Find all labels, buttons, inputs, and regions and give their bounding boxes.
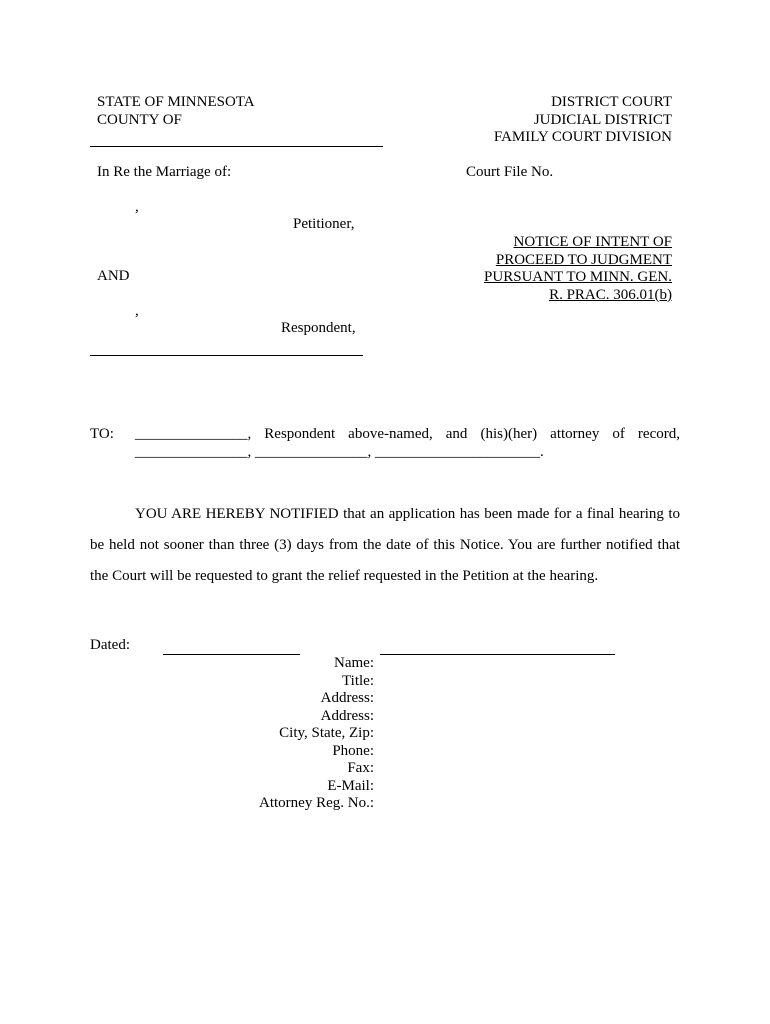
signature-line [380, 654, 615, 655]
signature-fields [200, 655, 374, 813]
to-line-1: _______________, Respondent above-named, and (his)(her) attorney of record, [135, 426, 680, 442]
city-state-zip-field-label: City, State, Zip: [279, 725, 374, 741]
dated-label: Dated: [90, 637, 130, 653]
notice-title-line-1: NOTICE OF INTENT OF [513, 234, 672, 250]
notice-paragraph-text: that an application has been made for a final hearing to be held not sooner than three (3) days from the date of this Notice. You are further notified that the Court will be requested to grant the relief requested in the Petition at the hearing. [90, 506, 680, 584]
county-underline [90, 146, 383, 147]
title-field-label: Title: [342, 672, 374, 689]
to-line-2: _______________, _______________, ______________________. [135, 443, 544, 460]
notice-paragraph [90, 499, 680, 592]
and-label: AND [97, 268, 130, 284]
fax-field-label: Fax: [347, 760, 374, 776]
to-label: TO: [90, 426, 114, 442]
court-label: DISTRICT COURT [551, 94, 672, 110]
respondent-name-comma: , [135, 303, 139, 319]
notice-title-line-4: R. PRAC. 306.01(b) [549, 286, 672, 303]
address-field-label-1: Address: [320, 690, 374, 706]
court-file-label: Court File No. [466, 164, 554, 180]
state-label: STATE OF MINNESOTA [97, 94, 255, 110]
caption-underline [90, 355, 363, 356]
division-label: FAMILY COURT DIVISION [493, 129, 672, 145]
notice-paragraph-lead: YOU ARE HEREBY NOTIFIED [135, 506, 339, 522]
address-field-label-2: Address: [320, 707, 374, 724]
email-field-label: E-Mail: [327, 777, 374, 794]
petitioner-name-comma: , [135, 199, 139, 215]
notice-title-line-3: PURSUANT TO MINN. GEN. [484, 269, 672, 285]
county-label: COUNTY OF [97, 111, 182, 128]
phone-field-label: Phone: [332, 742, 374, 759]
notice-title-line-2: PROCEED TO JUDGMENT [495, 251, 672, 268]
in-re-label: In Re the Marriage of: [97, 164, 232, 180]
name-field-label: Name: [334, 655, 374, 671]
petitioner-label: Petitioner, [293, 216, 355, 232]
respondent-label: Respondent, [281, 320, 356, 336]
district-label: JUDICIAL DISTRICT [533, 111, 672, 128]
attorney-reg-field-label: Attorney Reg. No.: [259, 795, 374, 811]
